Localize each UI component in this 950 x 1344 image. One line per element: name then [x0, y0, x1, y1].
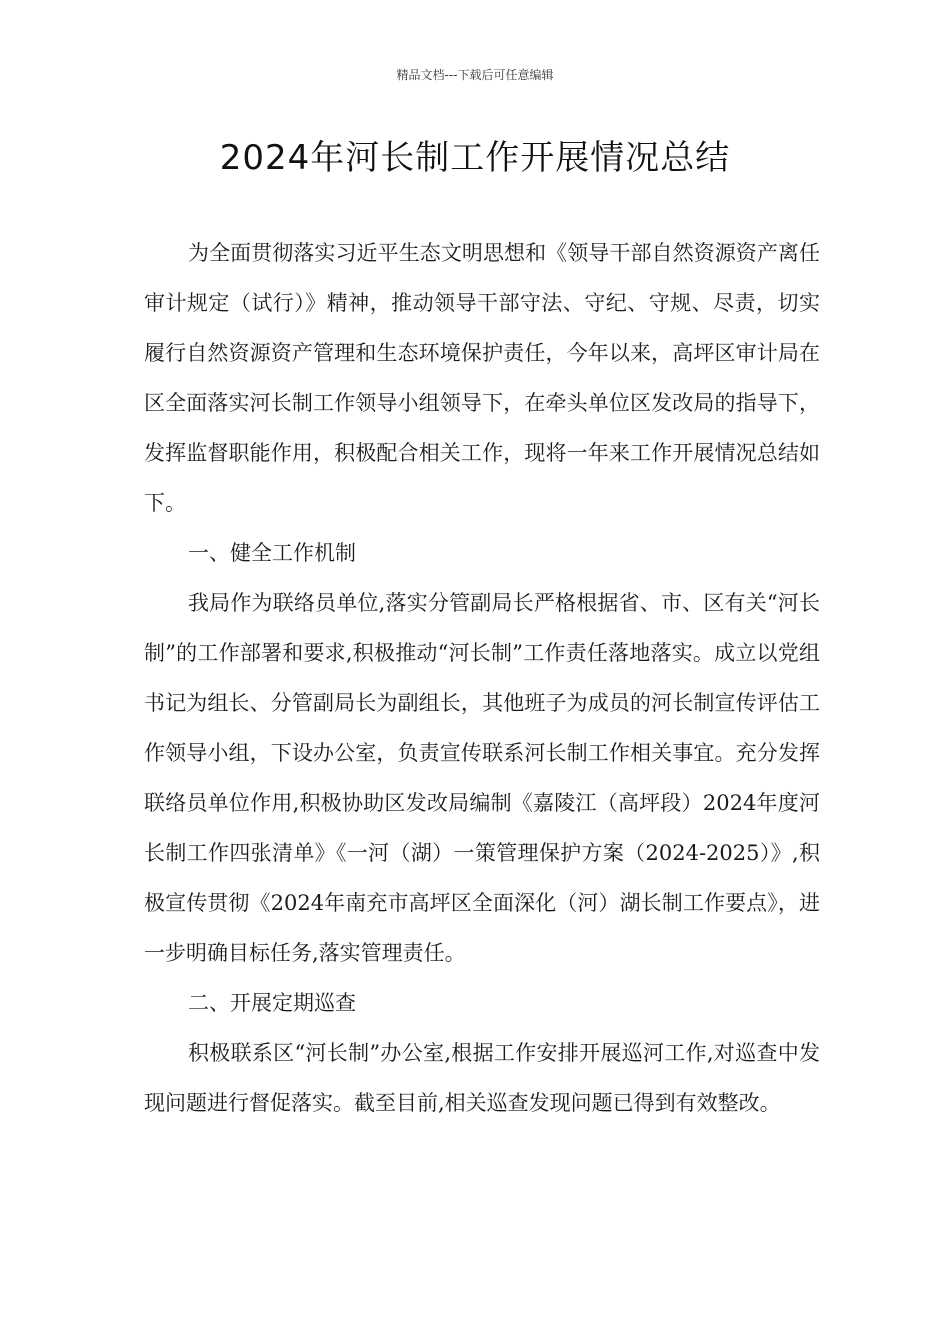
section-2-paragraph: 积极联系区“河长制”办公室,根据工作安排开展巡河工作,对巡查中发现问题进行督促落实。截至目前,相关巡查发现问题已得到有效整改。 [144, 1041, 820, 1115]
section-1-paragraph: 我局作为联络员单位,落实分管副局长严格根据省、市、区有关“河长制”的工作部署和要求,积极推动“河长制”工作责任落地落实。成立以党组书记为组长、分管副局长为副组长，其他班子为成员的河长制宣传评估工作领导小组，下设办公室，负责宣传联系河长制工作相关事宜。充分发挥联络员单位作用,积极协助区发改局编制《嘉陵江（高坪段）2024年度河长制工作四张清单》《一河（湖）一策管理保护方案（2024-2025）》,积极宣传贯彻《2024年南充市高坪区全面深化（河）湖长制工作要点》，进一步明确目标任务,落实管理责任。 [144, 591, 820, 965]
document-body [144, 228, 820, 1128]
section-2-heading: 二、开展定期巡查 [188, 991, 356, 1015]
intro-paragraph: 为全面贯彻落实习近平生态文明思想和《领导干部自然资源资产离任审计规定（试行）》精神，推动领导干部守法、守纪、守规、尽责，切实履行自然资源资产管理和生态环境保护责任，今年以来，高坪区审计局在区全面落实河长制工作领导小组领导下，在牵头单位区发改局的指导下，发挥监督职能作用，积极配合相关工作，现将一年来工作开展情况总结如下。 [144, 241, 820, 515]
page-header-note: 精品文档---下载后可任意编辑 [396, 68, 554, 82]
document-title: 2024年河长制工作开展情况总结 [219, 138, 731, 178]
section-1-heading: 一、健全工作机制 [188, 541, 356, 565]
